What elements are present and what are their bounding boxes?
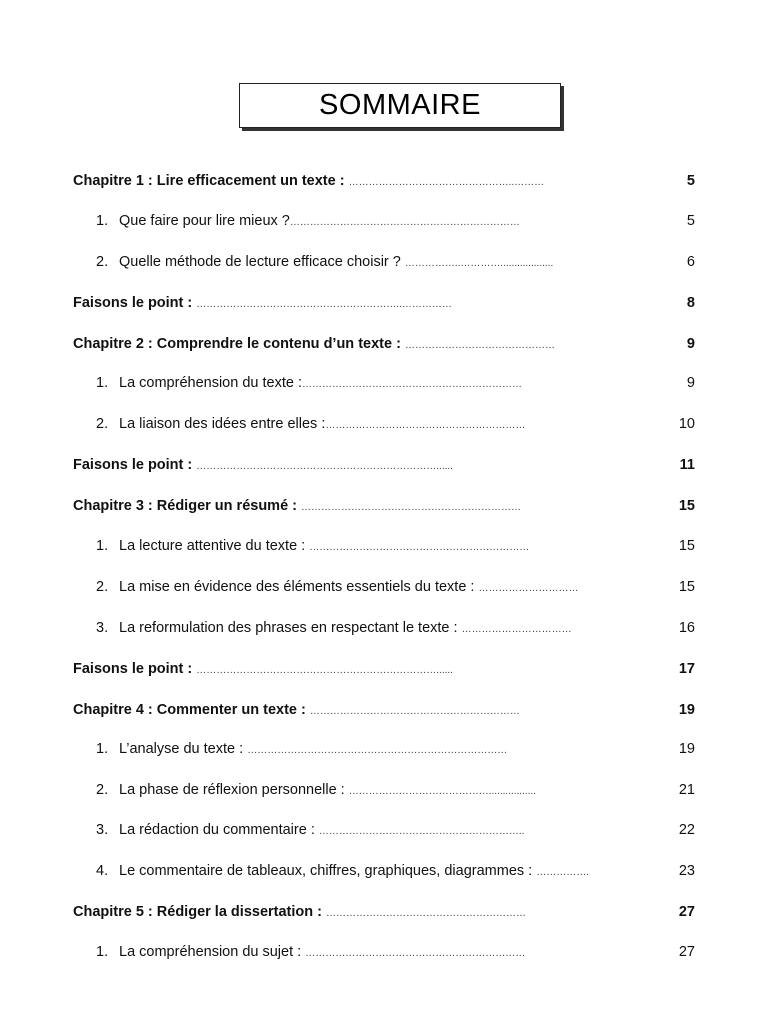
toc-leader-dots: …………………………………………………… (326, 908, 527, 919)
toc-leader-dots: ………………………………………………………………...... (196, 665, 453, 676)
toc-chapter-3[interactable] (0, 495, 768, 517)
toc-page-number: 27 (678, 944, 695, 960)
toc-leader-dots: …………………………………………..……… (348, 177, 545, 188)
toc-label: Faisons le point : (73, 295, 193, 311)
toc-chapter-4[interactable] (0, 699, 768, 721)
toc-item-4-4[interactable] (0, 860, 768, 882)
toc-item-number: 4. (96, 863, 109, 879)
toc-page-number: 10 (678, 416, 695, 432)
toc-page-number: 8 (686, 295, 695, 311)
toc-item-4-1[interactable] (0, 738, 768, 760)
toc-leader-dots: …………………………… (461, 624, 572, 635)
toc-item-number: 2. (96, 579, 109, 595)
toc-page-number: 16 (678, 620, 695, 636)
toc-leader-dots: ……………………………………… (404, 340, 555, 351)
toc-chapter-1[interactable] (0, 170, 768, 192)
toc-leader-dots: ………………………………………………………… (309, 542, 530, 553)
toc-leader-dots: …………………………………………………………………… (247, 745, 508, 756)
toc-leader-dots: ……………………………………………………..…………… (196, 299, 452, 310)
toc-item-2-1[interactable] (0, 372, 768, 394)
toc-item-number: 2. (96, 416, 109, 432)
toc-leader-dots: ………………………… (478, 583, 579, 594)
toc-label: La reformulation des phrases en respectant le texte : (119, 620, 458, 636)
toc-leader-dots: ………………………………………………………………...... (196, 461, 453, 472)
toc-page-number: 21 (678, 782, 695, 798)
toc-leader-dots: …………………………………………………….. (318, 826, 525, 837)
toc-label: La liaison des idées entre elles : (119, 416, 326, 432)
toc-label: Que faire pour lire mieux ? (119, 213, 290, 229)
toc-item-number: 1. (96, 375, 109, 391)
toc-page-number: 6 (686, 254, 695, 270)
toc-label: Chapitre 5 : Rédiger la dissertation : (73, 904, 322, 920)
toc-item-number: 1. (96, 538, 109, 554)
toc-item-3-1[interactable] (0, 535, 768, 557)
toc-item-number: 3. (96, 620, 109, 636)
toc-item-number: 1. (96, 741, 109, 757)
toc-page-number: 19 (678, 702, 695, 718)
toc-page-number: 17 (678, 661, 695, 677)
page-title: SOMMAIRE (319, 89, 481, 121)
toc-page-number: 15 (678, 579, 695, 595)
toc-label: Faisons le point : (73, 457, 193, 473)
toc-summary-3[interactable] (0, 658, 768, 680)
title-box (239, 83, 561, 128)
toc-chapter-5[interactable] (0, 901, 768, 923)
toc-leader-dots: ………………………………………………………… (301, 502, 522, 513)
toc-label: Chapitre 1 : Lire efficacement un texte : (73, 173, 345, 189)
toc-label: La rédaction du commentaire : (119, 822, 315, 838)
toc-page-number: 5 (686, 213, 695, 229)
toc-page-number: 9 (686, 375, 695, 391)
toc-label: La compréhension du texte : (119, 375, 302, 391)
toc-page-number: 23 (678, 863, 695, 879)
toc-leader-dots: ………………………………………………………… (305, 948, 526, 959)
toc-item-number: 1. (96, 213, 109, 229)
toc-item-4-3[interactable] (0, 819, 768, 841)
toc-label: La compréhension du sujet : (119, 944, 302, 960)
toc-label: La mise en évidence des éléments essentiels du texte : (119, 579, 475, 595)
toc-item-5-1[interactable] (0, 941, 768, 963)
toc-label: Quelle méthode de lecture efficace choisir ? (119, 254, 401, 270)
toc-label: La lecture attentive du texte : (119, 538, 306, 554)
toc-leader-dots: ………………………………………………………… (301, 379, 522, 390)
toc-label: Chapitre 2 : Comprendre le contenu d’un texte : (73, 336, 401, 352)
toc-leader-dots: ……………………………………………………… (309, 706, 520, 717)
toc-leader-dots: ……………………………………................. (348, 786, 536, 797)
toc-summary-1[interactable] (0, 292, 768, 314)
toc-label: L’analyse du texte : (119, 741, 244, 757)
toc-label: Faisons le point : (73, 661, 193, 677)
toc-item-number: 3. (96, 822, 109, 838)
toc-page-number: 22 (678, 822, 695, 838)
toc-item-number: 1. (96, 944, 109, 960)
toc-item-1-2[interactable] (0, 251, 768, 273)
toc-item-2-2[interactable] (0, 413, 768, 435)
toc-label: Chapitre 3 : Rédiger un résumé : (73, 498, 297, 514)
toc-leader-dots: …………………………………………………… (325, 420, 526, 431)
toc-item-number: 2. (96, 782, 109, 798)
toc-label: Chapitre 4 : Commenter un texte : (73, 702, 306, 718)
toc-leader-dots: ……………..…………................... (404, 258, 554, 269)
toc-item-3-3[interactable] (0, 617, 768, 639)
toc-page-number: 11 (679, 457, 695, 473)
toc-leader-dots: ……………. (536, 867, 590, 878)
toc-item-1-1[interactable] (0, 210, 768, 232)
toc-summary-2[interactable] (0, 454, 768, 476)
toc-page-number: 9 (686, 336, 695, 352)
toc-label: La phase de réflexion personnelle : (119, 782, 345, 798)
toc-label: Le commentaire de tableaux, chiffres, graphiques, diagrammes : (119, 863, 533, 879)
toc-page-number: 15 (678, 538, 695, 554)
toc-page-number: 15 (678, 498, 695, 514)
toc-item-4-2[interactable] (0, 779, 768, 801)
toc-page-number: 27 (678, 904, 695, 920)
toc-page-number: 5 (686, 173, 695, 189)
toc-item-number: 2. (96, 254, 109, 270)
toc-chapter-2[interactable] (0, 333, 768, 355)
toc-leader-dots: …………………………………………………………… (289, 217, 520, 228)
toc-page-number: 19 (678, 741, 695, 757)
toc-item-3-2[interactable] (0, 576, 768, 598)
